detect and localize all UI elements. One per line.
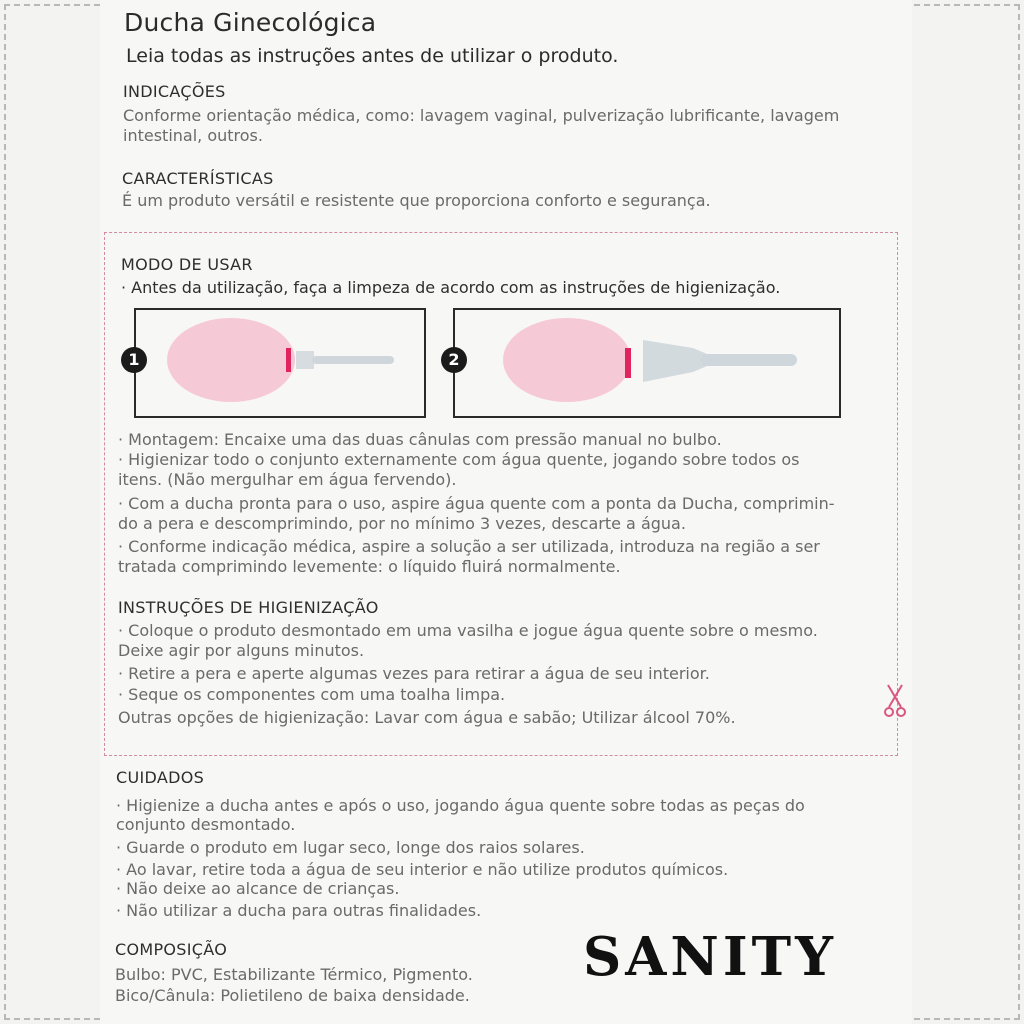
modo-de-usar-line-2: · Higienizar todo o conjunto externamente com água quente, jogando sobre todos os	[118, 450, 800, 469]
assembly-figure-1	[134, 308, 426, 418]
section-heading-indicacoes: INDICAÇÕES	[123, 82, 226, 101]
higienizacao-line-1: · Coloque o produto desmontado em uma vasilha e jogue água quente sobre o mesmo.	[118, 621, 818, 640]
modo-de-usar-line-5: do a pera e descomprimindo, por no mínimo 3 vezes, descarte a água.	[118, 514, 686, 533]
modo-de-usar-intro: · Antes da utilização, faça a limpeza de acordo com as instruções de higienização.	[121, 278, 781, 297]
cuidados-line-3: · Guarde o produto em lugar seco, longe dos raios solares.	[116, 838, 585, 857]
page-title: Ducha Ginecológica	[124, 8, 377, 37]
bulb-tip-shape	[286, 348, 291, 372]
section-heading-modo-de-usar: MODO DE USAR	[121, 255, 253, 274]
modo-de-usar-line-1: · Montagem: Encaixe uma das duas cânulas com pressão manual no bulbo.	[118, 430, 722, 449]
section-heading-cuidados: CUIDADOS	[116, 768, 205, 787]
cannula-base-shape	[296, 351, 314, 369]
indicacoes-line-2: intestinal, outros.	[123, 126, 263, 145]
assembly-figure-2	[453, 308, 841, 418]
cuidados-line-2: conjunto desmontado.	[116, 815, 296, 834]
higienizacao-line-4: · Seque os componentes com uma toalha limpa.	[118, 685, 506, 704]
indicacoes-line-1: Conforme orientação médica, como: lavagem vaginal, pulverização lubrificante, lavagem	[123, 106, 840, 125]
cannula-shape	[701, 354, 797, 366]
higienizacao-line-3: · Retire a pera e aperte algumas vezes para retirar a água de seu interior.	[118, 664, 710, 683]
composicao-line-1: Bulbo: PVC, Estabilizante Térmico, Pigmento.	[115, 965, 473, 984]
modo-de-usar-line-7: tratada comprimindo levemente: o líquido fluirá normalmente.	[118, 557, 621, 576]
section-heading-composicao: COMPOSIÇÃO	[115, 940, 228, 959]
modo-de-usar-line-3: itens. (Não mergulhar em água fervendo).	[118, 470, 457, 489]
composicao-line-2: Bico/Cânula: Polietileno de baixa densidade.	[115, 986, 470, 1005]
cannula-shape	[312, 356, 394, 364]
higienizacao-line-2: Deixe agir por alguns minutos.	[118, 641, 365, 660]
cannula-cone-shape	[643, 340, 707, 382]
caracteristicas-line-1: É um produto versátil e resistente que proporciona conforto e segurança.	[122, 191, 711, 210]
modo-de-usar-line-6: · Conforme indicação médica, aspire a solução a ser utilizada, introduza na região a ser	[118, 537, 820, 556]
bulb-tip-shape	[625, 348, 631, 378]
modo-de-usar-line-4: · Com a ducha pronta para o uso, aspire água quente com a ponta da Ducha, comprimin-	[118, 494, 835, 513]
higienizacao-line-5: Outras opções de higienização: Lavar com água e sabão; Utilizar álcool 70%.	[118, 708, 736, 727]
cuidados-line-6: · Não utilizar a ducha para outras finalidades.	[116, 901, 482, 920]
step-badge-2: 2	[441, 347, 467, 373]
douche-illustration-2	[455, 310, 839, 416]
section-heading-caracteristicas: CARACTERÍSTICAS	[122, 169, 274, 188]
scissors-icon	[884, 683, 906, 719]
page-subtitle: Leia todas as instruções antes de utilizar o produto.	[126, 45, 619, 67]
cuidados-line-4: · Ao lavar, retire toda a água de seu interior e não utilize produtos químicos.	[116, 860, 729, 879]
douche-illustration-1	[136, 310, 424, 416]
section-heading-higienizacao: INSTRUÇÕES DE HIGIENIZAÇÃO	[118, 598, 379, 617]
cuidados-line-5: · Não deixe ao alcance de crianças.	[116, 879, 400, 898]
brand-logo: SANITY	[583, 926, 837, 988]
cuidados-line-1: · Higienize a ducha antes e após o uso, jogando água quente sobre todas as peças do	[116, 796, 805, 815]
step-badge-1: 1	[121, 347, 147, 373]
